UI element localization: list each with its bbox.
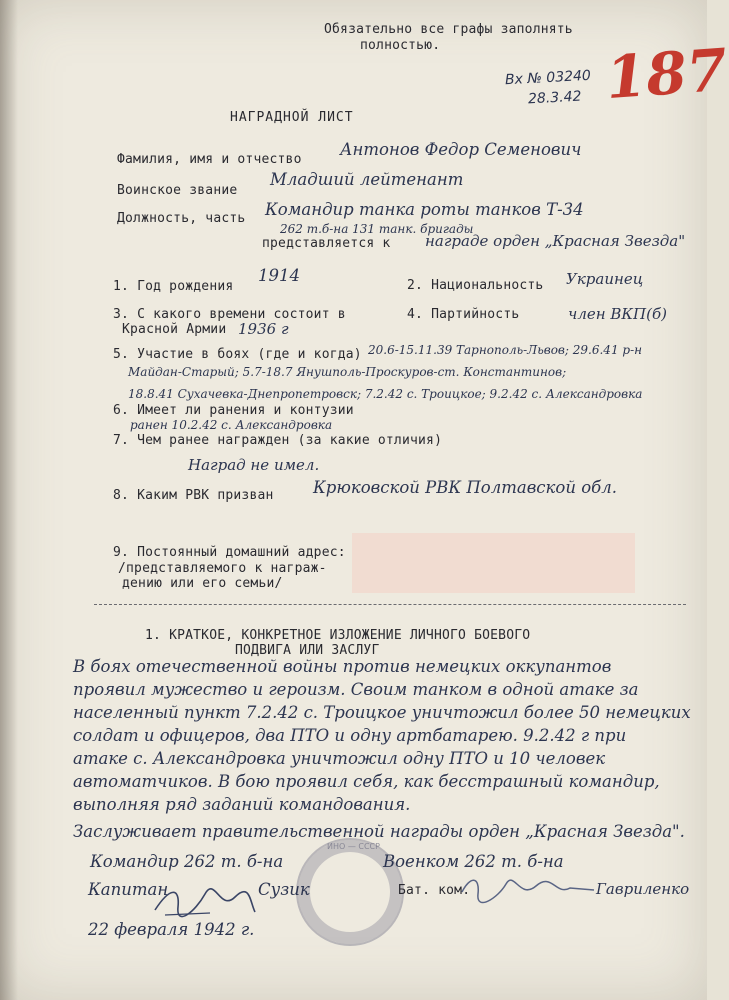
commissar-rank: Бат. ком. (398, 883, 471, 898)
since-label-2: Красной Армии (122, 322, 227, 337)
address-label-3: дению или его семьи/ (122, 576, 283, 591)
party-value: член ВКП(б) (568, 305, 667, 323)
commissar-title: Военком 262 т. б-на (383, 852, 564, 871)
summary-line: населенный пункт 7.2.42 с. Троицкое уничтожил более 50 немецких (73, 703, 691, 722)
commander-rank: Капитан (88, 880, 169, 899)
name-label: Фамилия, имя и отчество (117, 152, 302, 167)
since-label-1: 3. С какого времени состоит в (113, 307, 346, 322)
address-label-2: /представляемого к награж- (118, 561, 327, 576)
summary-line: Заслуживает правительственной награды орден „Красная Звезда". (73, 822, 685, 841)
address-label-1: 9. Постоянный домашний адрес: (113, 545, 346, 560)
summary-line: проявил мужество и героизм. Своим танком в одной атаке за (73, 680, 639, 699)
incoming-ref-date: 28.3.42 (527, 88, 582, 108)
summary-heading-1: 1. КРАТКОЕ, КОНКРЕТНОЕ ИЗЛОЖЕНИЕ ЛИЧНОГО БОЕВОГО (145, 628, 531, 643)
summary-line: солдат и офицеров, два ПТО и одну артбатарею. 9.2.42 г при (73, 726, 627, 745)
stamp-text: ИНО — СССР (327, 842, 380, 851)
commissar-name: Гавриленко (596, 880, 690, 898)
presented-value: награде орден „Красная Звезда" (425, 232, 686, 250)
party-label: 4. Партийность (407, 307, 520, 322)
red-archive-number: 187 (603, 35, 729, 113)
position-value-2: 262 т.б-на 131 танк. бригады (280, 222, 474, 236)
summary-line: выполняя ряд заданий командования. (73, 795, 411, 814)
birth-year-label: 1. Год рождения (113, 279, 234, 294)
wounds-label: 6. Имеет ли ранения и контузии (113, 403, 354, 418)
commander-name: Сузик (258, 880, 310, 899)
commissar-signature (458, 872, 598, 908)
battles-line-2: Майдан-Старый; 5.7-18.7 Янушполь-Проскуров-ст. Константинов; (128, 365, 567, 379)
birth-year-value: 1914 (258, 266, 300, 285)
battles-line-1: 20.6-15.11.39 Тарнополь-Львов; 29.6.41 р-н (368, 343, 643, 357)
header-note-line1: Обязательно все графы заполнять (324, 22, 573, 37)
commander-signature (150, 882, 260, 922)
rank-value: Младший лейтенант (270, 170, 464, 189)
battles-line-3: 18.8.41 Сухачевка-Днепропетровск; 7.2.42 с. Троицкое; 9.2.42 с. Александровка (128, 387, 643, 401)
nationality-value: Украинец (566, 270, 644, 288)
header-note-line2: полностью. (360, 38, 441, 53)
document-title: НАГРАДНОЙ ЛИСТ (230, 110, 354, 125)
rank-label: Воинское звание (117, 183, 238, 198)
nationality-label: 2. Национальность (407, 278, 544, 293)
summary-line: автоматчиков. В бою проявил себя, как бесстрашный командир, (73, 772, 660, 791)
summary-line: В боях отечественной войны против немецких оккупантов (73, 657, 612, 676)
incoming-ref-number: Вх № 03240 (504, 67, 592, 89)
redacted-address-block (352, 533, 635, 593)
position-label: Должность, часть (117, 211, 246, 226)
rvk-label: 8. Каким РВК призван (113, 488, 274, 503)
battles-label: 5. Участие в боях (где и когда) (113, 347, 362, 362)
awards-label: 7. Чем ранее награжден (за какие отличия) (113, 433, 443, 448)
rvk-value: Крюковской РВК Полтавской обл. (313, 478, 617, 497)
summary-line: атаке с. Александровка уничтожил одну ПТО и 10 человек (73, 749, 606, 768)
commander-title: Командир 262 т. б-на (90, 852, 284, 871)
signature-date: 22 февраля 1942 г. (88, 920, 255, 939)
position-value-1: Командир танка роты танков Т-34 (265, 200, 584, 219)
section-divider (94, 604, 686, 605)
wounds-value: ранен 10.2.42 с. Александровка (130, 418, 333, 432)
page-edge-shadow (0, 0, 18, 1000)
summary-heading-2: ПОДВИГА ИЛИ ЗАСЛУГ (235, 643, 380, 658)
since-value: 1936 г (238, 320, 289, 338)
awards-value: Наград не имел. (188, 456, 320, 474)
name-value: Антонов Федор Семенович (340, 140, 582, 159)
presented-label: представляется к (262, 236, 391, 251)
